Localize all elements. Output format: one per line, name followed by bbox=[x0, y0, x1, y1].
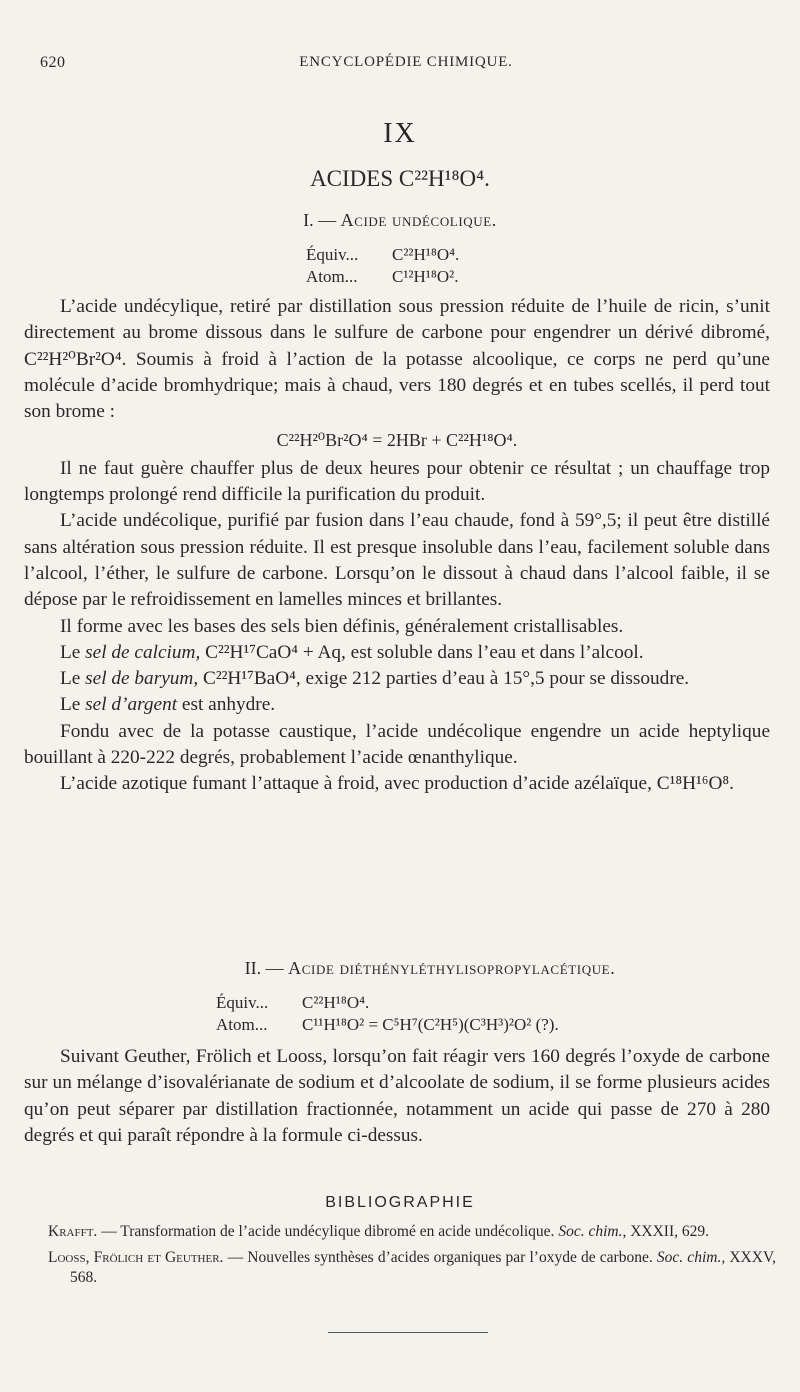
paragraph: L’acide undécylique, retiré par distillation sous pression réduite de l’huile de ricin, s’unit directement au brome dissous dans le sulfure de carbone pour engendrer un dérivé dibromé, C²²H²⁰Br²O⁴. Soumis à froid à l’action de la potasse alcoolique, ce corps ne perd qu’une molécule d’acide bromhydrique; mais à chaud, vers 180 degrés et en tubes scellés, il perd tout son brome : bbox=[24, 296, 770, 423]
section-1-title bbox=[0, 210, 800, 231]
atom-value: C¹¹H¹⁸O² = C⁵H⁷(C²H⁵)(C³H³)²O² (?). bbox=[302, 1015, 559, 1034]
section-2-body bbox=[24, 1044, 770, 1149]
section-2-title bbox=[60, 958, 800, 979]
paragraph: Il forme avec les bases des sels bien définis, généralement cristallisables. bbox=[60, 615, 624, 637]
page-header bbox=[40, 54, 772, 78]
paragraph: L’acide undécolique, purifié par fusion dans l’eau chaude, fond à 59°,5; il peut être distillé sans altération sous pression réduite. Il est presque insoluble dans l’eau, facilement soluble dans l’alcool, l’éther, le sulfure de carbone. Lorsqu’on le dissout à chaud dans l’alcool faible, il se dépose par le refroidissement en lamelles minces et brillantes. bbox=[24, 510, 770, 611]
section-1-formulas bbox=[306, 244, 459, 288]
equiv-label: Équiv... bbox=[306, 245, 359, 264]
section-1-name: Acide undécolique. bbox=[340, 210, 497, 230]
equiv-value: C²²H¹⁸O⁴. bbox=[392, 245, 460, 264]
section-1-prefix: I. — bbox=[303, 210, 341, 230]
ref-author: Krafft. bbox=[48, 1223, 98, 1240]
section-2-formulas bbox=[216, 992, 559, 1036]
ref-journal: Soc. chim., bbox=[558, 1223, 627, 1240]
equiv-label: Équiv... bbox=[216, 993, 269, 1012]
atom-value: C¹²H¹⁸O². bbox=[392, 267, 459, 286]
running-title: ENCYCLOPÉDIE CHIMIQUE. bbox=[299, 54, 513, 70]
paragraph: Le sel de calcium, C²²H¹⁷CaO⁴ + Aq, est soluble dans l’eau et dans l’alcool. bbox=[60, 641, 644, 663]
atom-label: Atom... bbox=[306, 267, 358, 286]
paragraph: Suivant Geuther, Frölich et Looss, lorsqu’on fait réagir vers 160 degrés l’oxyde de carbone sur un mélange d’isovalérianate de sodium et d’alcoolate de sodium, il se forme plusieurs acides qu’on peut séparer par distillation fractionnée, notamment un acide qui passe de 270 à 280 degrés et qui paraît répondre à la formule ci-dessus. bbox=[24, 1046, 770, 1146]
paragraph: L’acide azotique fumant l’attaque à froid, avec production d’acide azélaïque, C¹⁸H¹⁶O⁸. bbox=[60, 773, 734, 795]
paragraph: Fondu avec de la potasse caustique, l’acide undécolique engendre un acide heptylique bouillant à 220-222 degrés, probablement l’acide œnanthylique. bbox=[24, 720, 770, 769]
salt-name: sel d’argent bbox=[85, 694, 178, 716]
page-number: 620 bbox=[40, 54, 66, 71]
paragraph: Le sel d’argent est anhydre. bbox=[60, 694, 276, 716]
bibliography-entry: Krafft. — Transformation de l’acide undécylique dibromé en acide undécolique. Soc. chim., XXXII, 629. bbox=[48, 1223, 709, 1240]
section-2-name: Acide diéthényléthylisopropylacétique. bbox=[288, 958, 616, 978]
ref-journal: Soc. chim., bbox=[656, 1249, 726, 1266]
chapter-title: ACIDES C²²H¹⁸O⁴. bbox=[310, 166, 490, 191]
paragraph: Le sel de baryum, C²²H¹⁷BaO⁴, exige 212 parties d’eau à 15°,5 pour se dissoudre. bbox=[60, 668, 690, 690]
paragraph: Il ne faut guère chauffer plus de deux heures pour obtenir ce résultat ; un chauffage trop longtemps prolongé rend difficile la purification du produit. bbox=[24, 457, 770, 506]
section-1-body bbox=[24, 294, 770, 798]
salt-name: sel de baryum, bbox=[85, 668, 199, 690]
end-rule bbox=[328, 1332, 488, 1333]
equation: C²²H²⁰Br²O⁴ = 2HBr + C²²H¹⁸O⁴. bbox=[276, 430, 518, 451]
equiv-value: C²²H¹⁸O⁴. bbox=[302, 993, 370, 1012]
bibliography-entry: Looss, Frölich et Geuther. — Nouvelles synthèses d’acides organiques par l’oxyde de carbone. Soc. chim., XXXV, 568. bbox=[48, 1249, 777, 1286]
bibliography-list bbox=[48, 1222, 776, 1294]
salt-name: sel de calcium, bbox=[85, 641, 201, 663]
bibliography-heading: BIBLIOGRAPHIE bbox=[325, 1194, 475, 1211]
ref-author: Looss, Frölich et Geuther. bbox=[48, 1249, 224, 1266]
atom-label: Atom... bbox=[216, 1015, 268, 1034]
section-2-prefix: II. — bbox=[244, 958, 289, 978]
chapter-number: IX bbox=[383, 118, 417, 149]
